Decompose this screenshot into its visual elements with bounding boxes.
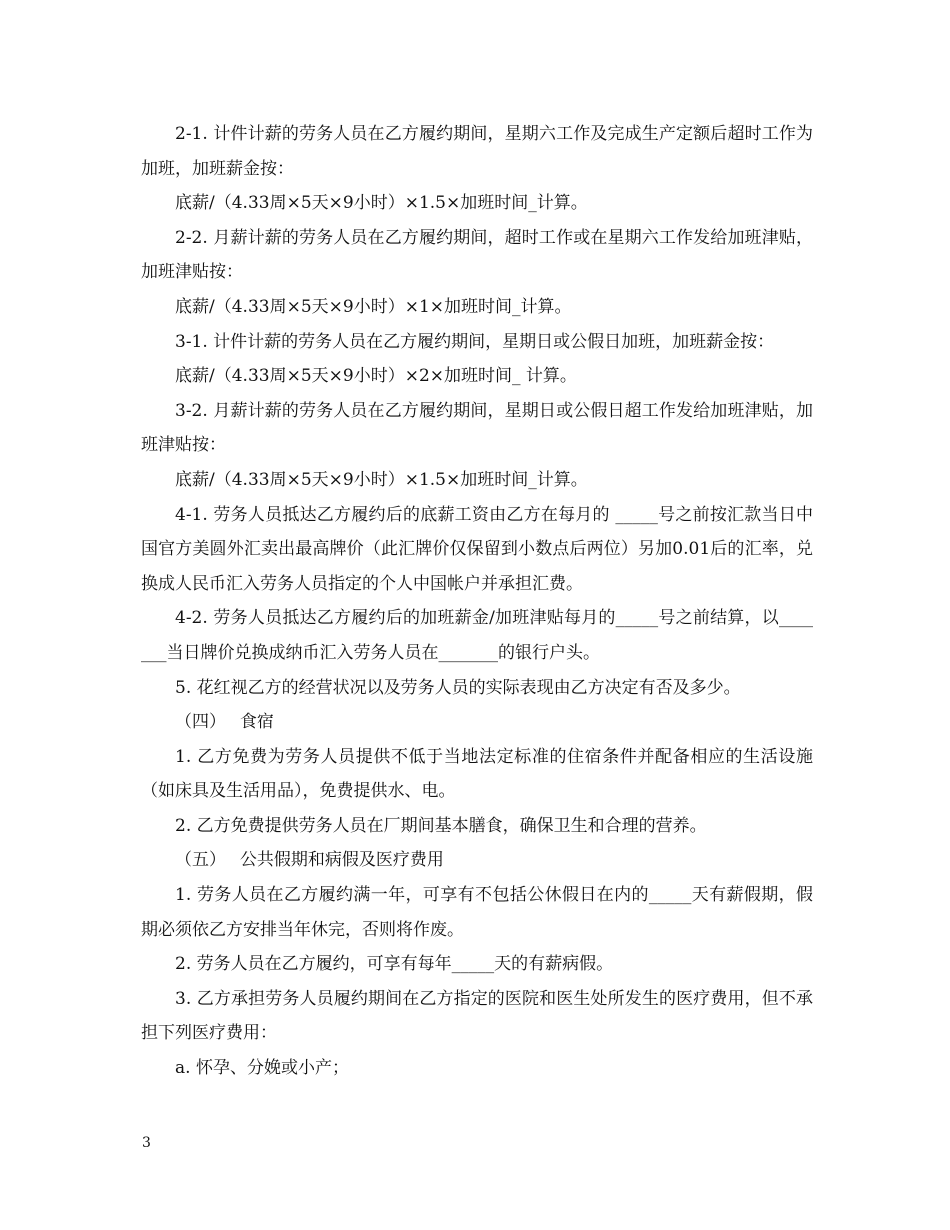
paragraph-leave-1: 1. 劳务人员在乙方履约满一年，可享有不包括公休假日在内的_____天有薪假期，假期必须依乙方安排当年休完，否则将作废。 xyxy=(141,885,813,940)
paragraph-3-1: 3-1. 计件计薪的劳务人员在乙方履约期间，星期日或公假日加班，加班薪金按： xyxy=(175,331,775,352)
paragraph-leave-3: 3. 乙方承担劳务人员履约期间在乙方指定的医院和医生处所发生的医疗费用，但不承担下列医疗费用： xyxy=(141,988,813,1044)
paragraph-4-1: 4-1. 劳务人员抵达乙方履约后的底薪工资由乙方在每月的 _____号之前按汇款当日中国官方美圆外汇卖出最高牌价（此汇牌价仅保留到小数点后两位）另加0.01后的汇率，兑换成人民币汇入劳务人员指定的个人中国帐户并承担汇费。 xyxy=(141,504,813,594)
paragraph-lodging-2: 2. 乙方免费提供劳务人员在厂期间基本膳食，确保卫生和合理的营养。 xyxy=(175,815,707,836)
formula-3-1: 底薪/（4.33周×5天×9小时）×2×加班时间_ 计算。 xyxy=(175,366,577,387)
paragraph-leave-2: 2. 劳务人员在乙方履约，可享有每年_____天的有薪病假。 xyxy=(175,954,614,975)
formula-3-2: 底薪/（4.33周×5天×9小时）×1.5×加班时间_计算。 xyxy=(175,469,588,490)
page-number: 3 xyxy=(142,1135,151,1151)
formula-2-2: 底薪/（4.33周×5天×9小时）×1×加班时间_计算。 xyxy=(175,296,572,317)
document-body xyxy=(141,117,813,1086)
paragraph-2-2: 2-2. 月薪计薪的劳务人员在乙方履约期间，超时工作或在星期六工作发给加班津贴，加班津贴按： xyxy=(141,227,813,283)
paragraph-leave-3a: a. 怀孕、分娩或小产； xyxy=(175,1058,349,1079)
paragraph-2-1: 2-1. 计件计薪的劳务人员在乙方履约期间，星期六工作及完成生产定额后超时工作为加班，加班薪金按： xyxy=(141,124,813,179)
section-heading-4: （四） 食宿 xyxy=(175,712,274,733)
formula-2-1: 底薪/（4.33周×5天×9小时）×1.5×加班时间_计算。 xyxy=(175,193,588,214)
paragraph-lodging-1: 1. 乙方免费为劳务人员提供不低于当地法定标准的住宿条件并配备相应的生活设施（如床具及生活用品），免费提供水、电。 xyxy=(141,746,813,802)
paragraph-5: 5. 花红视乙方的经营状况以及劳务人员的实际表现由乙方决定有否及多少。 xyxy=(175,677,741,698)
section-heading-5: （五） 公共假期和病假及医疗费用 xyxy=(175,850,444,871)
paragraph-3-2: 3-2. 月薪计薪的劳务人员在乙方履约期间，星期日或公假日超工作发给加班津贴，加班津贴按： xyxy=(141,400,813,456)
paragraph-4-2: 4-2. 劳务人员抵达乙方履约后的加班薪金/加班津贴每月的_____号之前结算，以_______当日牌价兑换成纳币汇入劳务人员在_______的银行户头。 xyxy=(141,608,813,663)
